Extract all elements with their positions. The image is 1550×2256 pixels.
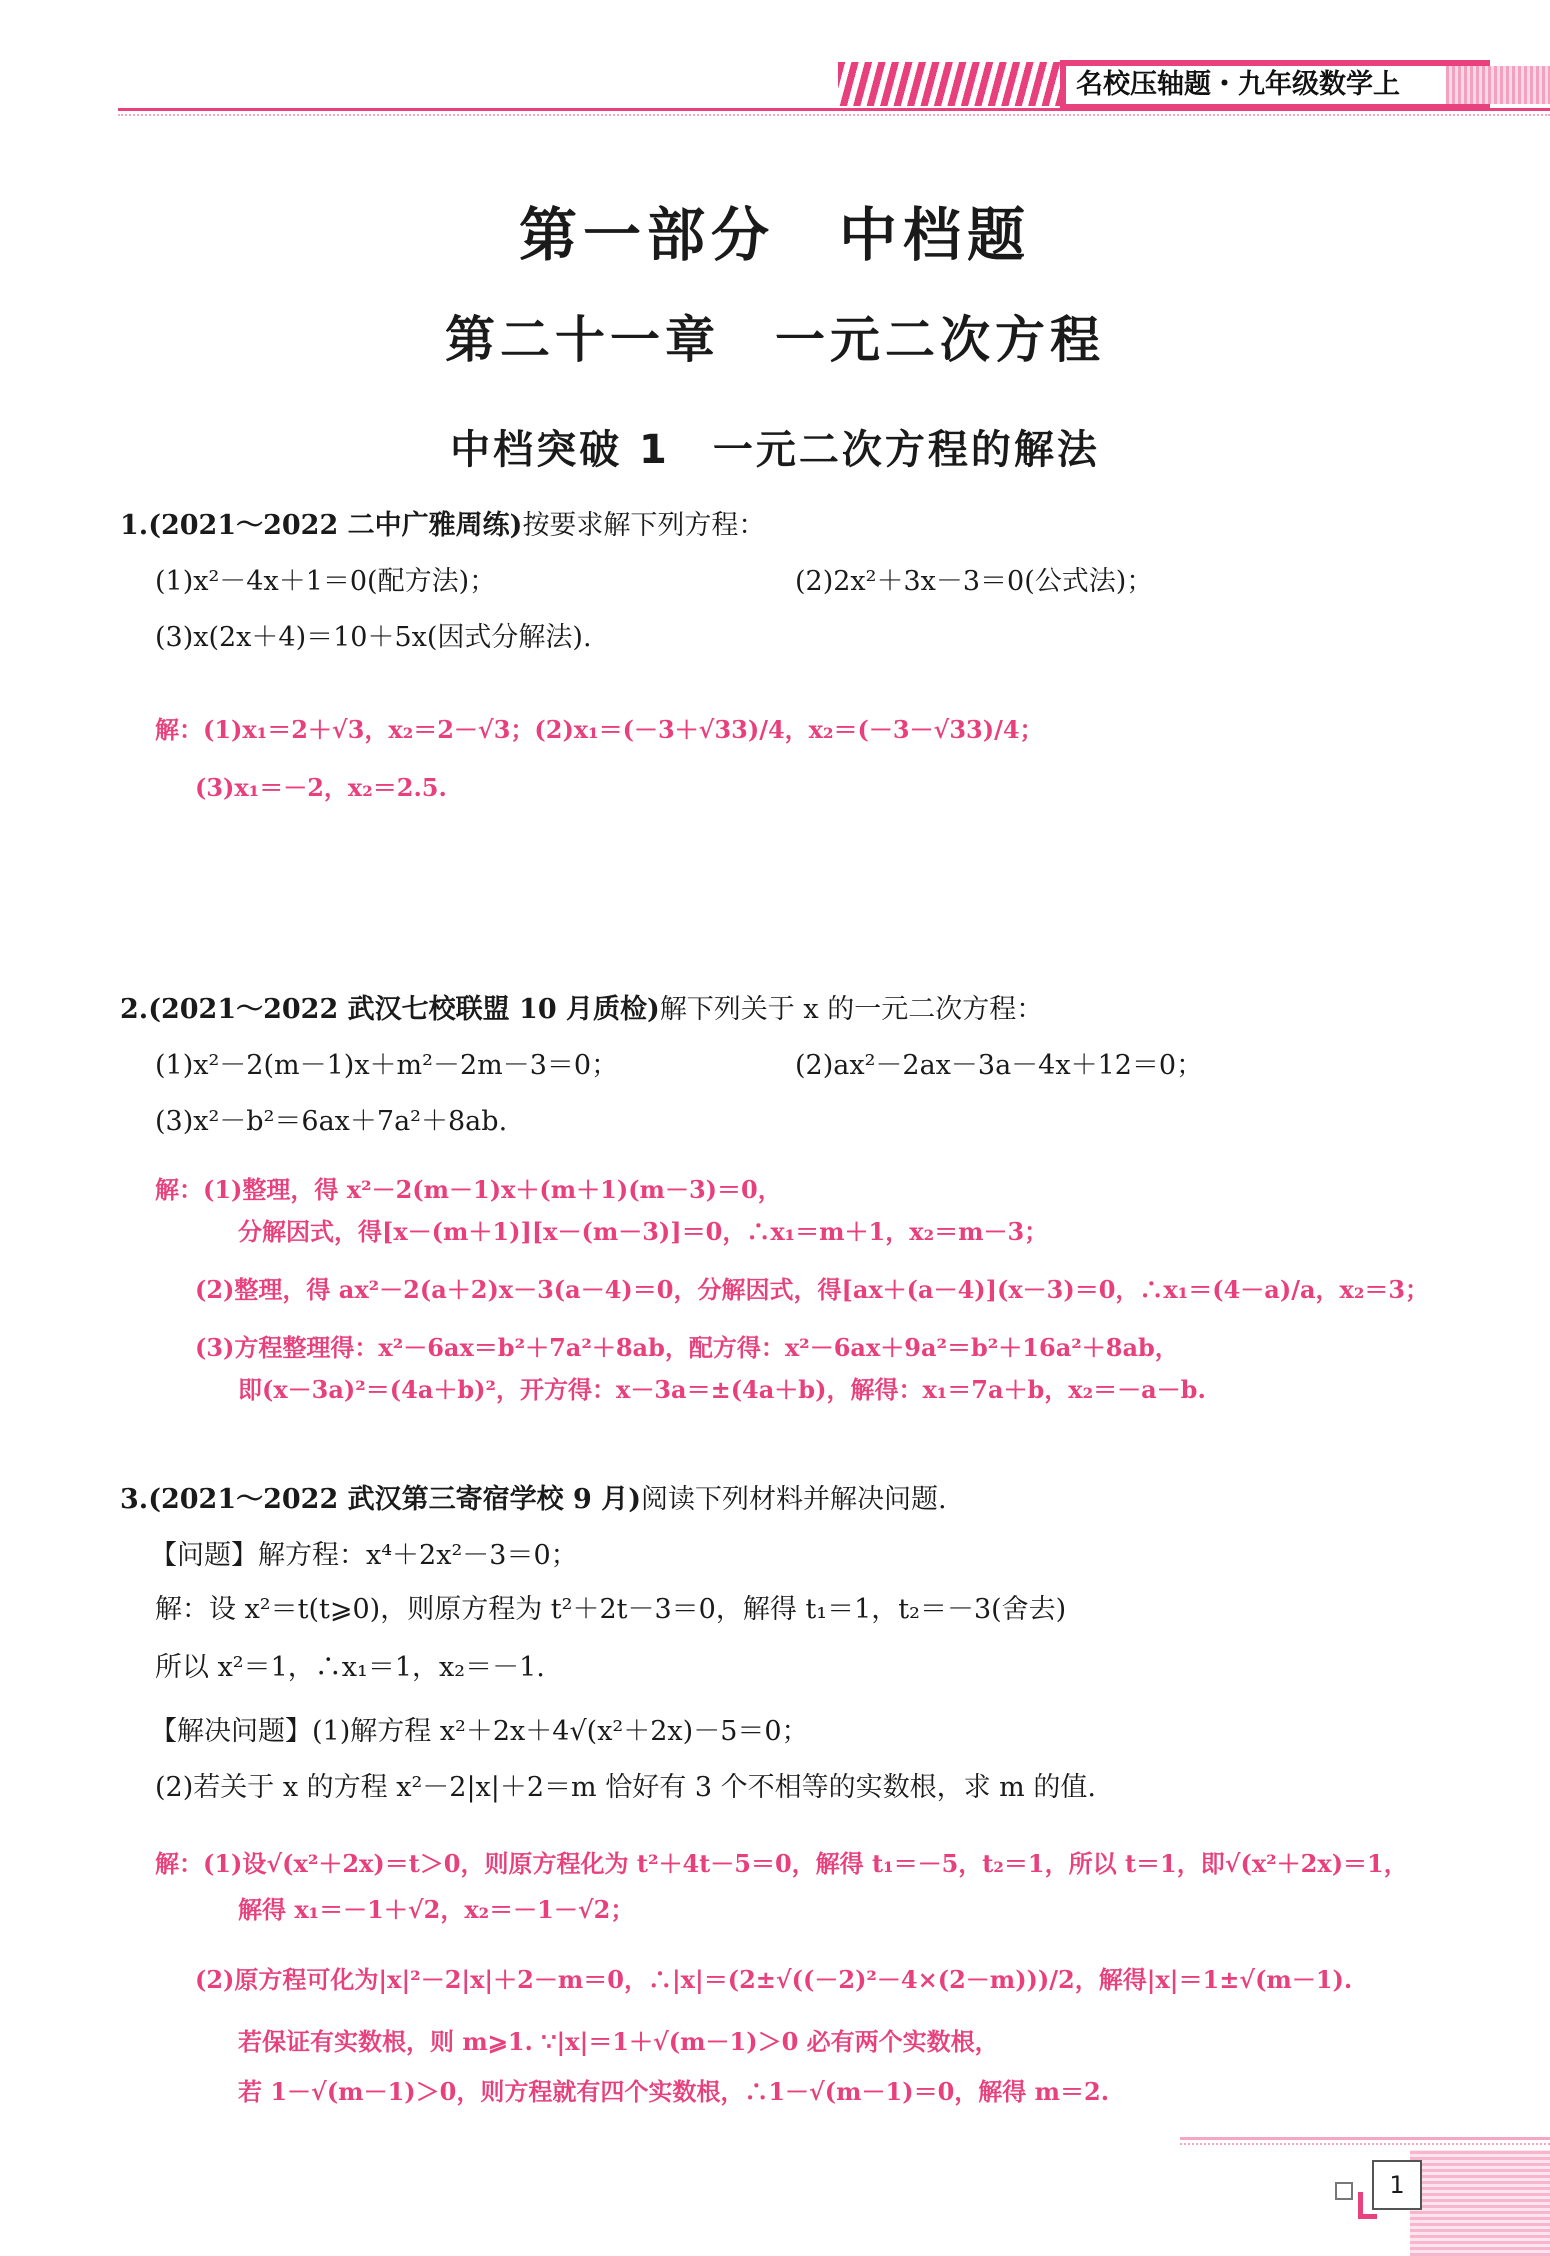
q3-prompt: 阅读下列材料并解决问题. xyxy=(641,1484,947,1515)
q3-problem-line2: (2)若关于 x 的方程 x²－2|x|＋2＝m 恰好有 3 个不相等的实数根，求 m 的值. xyxy=(155,1772,1096,1803)
q2-part2: (2)ax²－2ax－3a－4x＋12＝0； xyxy=(795,1050,1204,1081)
footer-dotted-rule xyxy=(1180,2143,1550,2145)
header-stripes xyxy=(838,62,1060,106)
chapter-title: 第二十一章 一元二次方程 xyxy=(445,310,1105,369)
q2-answer-line1: 解：(1)整理，得 x²－2(m－1)x＋(m＋1)(m－3)＝0， xyxy=(155,1175,782,1204)
q1-part3: (3)x(2x＋4)＝10＋5x(因式分解法). xyxy=(155,622,592,653)
q1-header xyxy=(120,506,765,546)
footer-stripes xyxy=(1410,2150,1550,2256)
q3-answer-line1: 解：(1)设√(x²＋2x)＝t＞0，则原方程化为 t²＋4t－5＝0，解得 t₁＝－5，t₂＝1，所以 t＝1，即√(x²＋2x)＝1， xyxy=(155,1849,1408,1878)
footer-rule xyxy=(1180,2137,1550,2140)
q3-problem-line1: 【解决问题】(1)解方程 x²＋2x＋4√(x²＋2x)－5＝0； xyxy=(150,1716,809,1747)
q3-material-line3: 所以 x²＝1，∴x₁＝1，x₂＝－1. xyxy=(155,1652,545,1683)
q3-source: (2021～2022 武汉第三寄宿学校 9 月) xyxy=(148,1484,642,1515)
q3-answer-line2: 解得 x₁＝－1＋√2，x₂＝－1－√2； xyxy=(238,1895,635,1924)
q2-number: 2. xyxy=(120,994,149,1025)
header-title: 名校压轴题・九年级数学上 xyxy=(1066,66,1456,104)
q2-prompt: 解下列关于 x 的一元二次方程： xyxy=(659,994,1044,1025)
header-rule xyxy=(118,108,1550,111)
q1-part2: (2)2x²＋3x－3＝0(公式法)； xyxy=(795,566,1154,597)
page-mark-square xyxy=(1335,2182,1353,2200)
header-end-pattern xyxy=(1446,66,1550,104)
q3-answer-line4: 若保证有实数根，则 m⩾1. ∵|x|＝1＋√(m－1)＞0 必有两个实数根， xyxy=(238,2027,999,2056)
q2-source: (2021～2022 武汉七校联盟 10 月质检) xyxy=(148,994,660,1025)
q3-answer-line3: (2)原方程可化为|x|²－2|x|＋2－m＝0，∴|x|＝(2±√((－2)²－4×(2－m)))/2，解得|x|＝1±√(m－1). xyxy=(195,1965,1353,1994)
q3-material-line2: 解：设 x²＝t(t⩾0)，则原方程为 t²＋2t－3＝0，解得 t₁＝1，t₂＝－3(舍去) xyxy=(155,1594,1067,1625)
q2-part3: (3)x²－b²＝6ax＋7a²＋8ab. xyxy=(155,1106,508,1137)
q2-answer-line5: 即(x－3a)²＝(4a＋b)²，开方得：x－3a＝±(4a＋b)，解得：x₁＝7a＋b，x₂＝－a－b. xyxy=(238,1375,1206,1404)
q3-material-line1: 【问题】解方程：x⁴＋2x²－3＝0； xyxy=(150,1540,578,1571)
q1-answer-line2: (3)x₁＝－2，x₂＝2.5. xyxy=(195,773,447,802)
q3-number: 3. xyxy=(120,1484,149,1515)
part-title: 第一部分 中档题 xyxy=(518,201,1031,269)
q1-part1: (1)x²－4x＋1＝0(配方法)； xyxy=(155,566,497,597)
q1-source: (2021～2022 二中广雅周练) xyxy=(148,510,523,541)
page-number: 1 xyxy=(1372,2160,1422,2210)
q1-answer-line1: 解：(1)x₁＝2＋√3，x₂＝2－√3；(2)x₁＝(－3＋√33)/4，x₂＝(－3－√33)/4； xyxy=(155,715,1044,744)
section-title: 中档突破 1 一元二次方程的解法 xyxy=(450,427,1100,473)
q2-part1: (1)x²－2(m－1)x＋m²－2m－3＝0； xyxy=(155,1050,619,1081)
q3-answer-line5: 若 1－√(m－1)＞0，则方程就有四个实数根，∴1－√(m－1)＝0，解得 m＝2. xyxy=(238,2077,1110,2106)
q1-prompt: 按要求解下列方程： xyxy=(522,510,766,541)
header-dotted-rule xyxy=(118,114,1550,116)
q2-answer-line4: (3)方程整理得：x²－6ax＝b²＋7a²＋8ab，配方得：x²－6ax＋9a²＝b²＋16a²＋8ab， xyxy=(195,1333,1179,1362)
q2-header xyxy=(120,990,1043,1030)
q1-number: 1. xyxy=(120,510,149,541)
q2-answer-line3: (2)整理，得 ax²－2(a＋2)x－3(a－4)＝0，分解因式，得[ax＋(a－4)](x－3)＝0，∴x₁＝(4－a)/a，x₂＝3； xyxy=(195,1275,1430,1304)
q2-answer-line2: 分解因式，得[x－(m＋1)][x－(m－3)]＝0，∴x₁＝m＋1，x₂＝m－3； xyxy=(238,1217,1049,1246)
q3-header xyxy=(120,1480,947,1520)
